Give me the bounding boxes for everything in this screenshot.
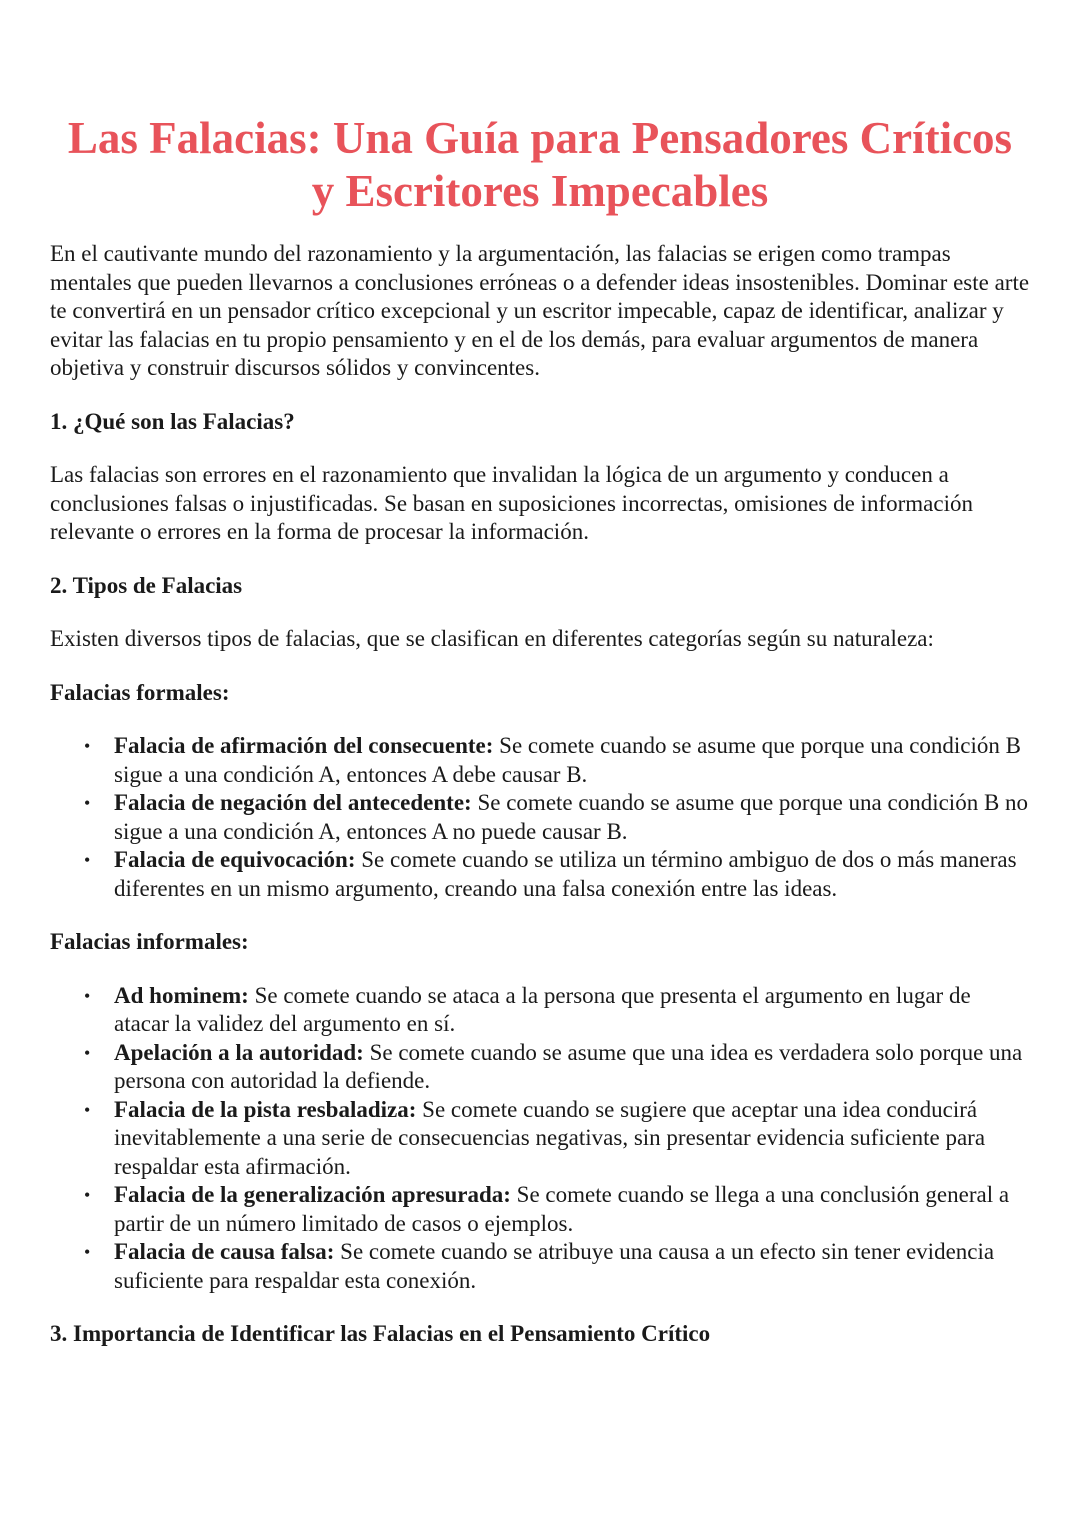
list-item <box>50 846 1030 903</box>
list-item <box>50 1096 1030 1182</box>
list-item-text: Se comete cuando se atribuye una causa a un efecto sin tener evidencia suficiente para respaldar esta conexión. <box>114 1239 995 1293</box>
list-item-text: Se comete cuando se utiliza un término ambiguo de dos o más maneras diferentes en un mismo argumento, creando una falsa conexión entre las ideas. <box>114 847 1017 901</box>
bullet-icon: • <box>84 1242 91 1262</box>
list-item-text: Se comete cuando se asume que porque una condición B no sigue a una condición A, entonces A no puede causar B. <box>114 790 1029 844</box>
intro-paragraph: En el cautivante mundo del razonamiento y la argumentación, las falacias se erigen como trampas mentales que pueden llevarnos a conclusiones erróneas o a defender ideas insostenibles. Dominar este arte te convertirá en un pensador crítico excepcional y un escritor impecable, capaz de identificar, analizar y evitar las falacias en tu propio pensamiento y en el de los demás, para evaluar argumentos de manera objetiva y construir discursos sólidos y convincentes. <box>50 241 1030 380</box>
list-item-term: Apelación a la autoridad: <box>114 1039 364 1065</box>
list-item-term: Falacia de la generalización apresurada: <box>114 1182 511 1207</box>
bullet-icon: • <box>84 1042 91 1063</box>
formal-fallacies-list <box>50 732 1030 903</box>
list-item <box>50 732 1030 789</box>
list-item-term: Falacia de negación del antecedente: <box>114 790 472 815</box>
list-item-term: Falacia de afirmación del consecuente: <box>114 733 494 758</box>
list-item <box>50 1238 1030 1295</box>
list-item <box>50 1181 1030 1238</box>
bullet-icon: • <box>84 736 91 756</box>
bullet-icon: • <box>84 985 91 1006</box>
section-1-body: Las falacias son errores en el razonamiento que invalidan la lógica de un argumento y conducen a conclusiones falsas o injustificadas. Se basan en suposiciones incorrectas, omisiones de información relevante o errores en la forma de procesar la información. <box>50 462 973 544</box>
list-item-text: Se comete cuando se sugiere que aceptar una idea conducirá inevitablemente a una serie de consecuencias negativas, sin presentar evidencia suficiente para respaldar esta afirmación. <box>114 1096 986 1179</box>
document-page <box>50 112 1030 1374</box>
list-item <box>50 982 1030 1039</box>
section-2-heading: 2. Tipos de Falacias <box>50 572 243 598</box>
bullet-icon: • <box>84 1185 91 1205</box>
section-2-body: Existen diversos tipos de falacias, que se clasifican en diferentes categorías según su naturaleza: <box>50 626 934 651</box>
formal-fallacies-heading: Falacias formales: <box>50 679 230 705</box>
list-item-text: Se comete cuando se asume que una idea es verdadera solo porque una persona con autoridad la defiende. <box>114 1039 1023 1093</box>
document-title <box>50 112 1030 218</box>
title-line-1: Las Falacias: Una Guía para Pensadores Críticos <box>67 113 1013 163</box>
list-item-text: Se comete cuando se asume que porque una condición B sigue a una condición A, entonces A debe causar B. <box>114 733 1021 787</box>
informal-fallacies-heading: Falacias informales: <box>50 929 249 954</box>
bullet-icon: • <box>84 793 91 813</box>
bullet-icon: • <box>84 850 91 870</box>
list-item <box>50 789 1030 846</box>
title-line-2: y Escritores Impecables <box>311 166 769 216</box>
list-item-term: Falacia de la pista resbaladiza: <box>114 1096 417 1122</box>
list-item-term: Falacia de equivocación: <box>114 847 356 872</box>
section-1-heading: 1. ¿Qué son las Falacias? <box>50 408 295 434</box>
list-item-text: Se comete cuando se ataca a la persona que presenta el argumento en lugar de atacar la validez del argumento en sí. <box>114 982 971 1036</box>
section-3-heading: 3. Importancia de Identificar las Falacias en el Pensamiento Crítico <box>50 1321 711 1346</box>
informal-fallacies-list <box>50 982 1030 1296</box>
list-item-term: Ad hominem: <box>114 982 249 1008</box>
list-item <box>50 1039 1030 1096</box>
list-item-text: Se comete cuando se llega a una conclusión general a partir de un número limitado de casos o ejemplos. <box>114 1182 1010 1236</box>
bullet-icon: • <box>84 1099 91 1120</box>
list-item-term: Falacia de causa falsa: <box>114 1239 335 1264</box>
